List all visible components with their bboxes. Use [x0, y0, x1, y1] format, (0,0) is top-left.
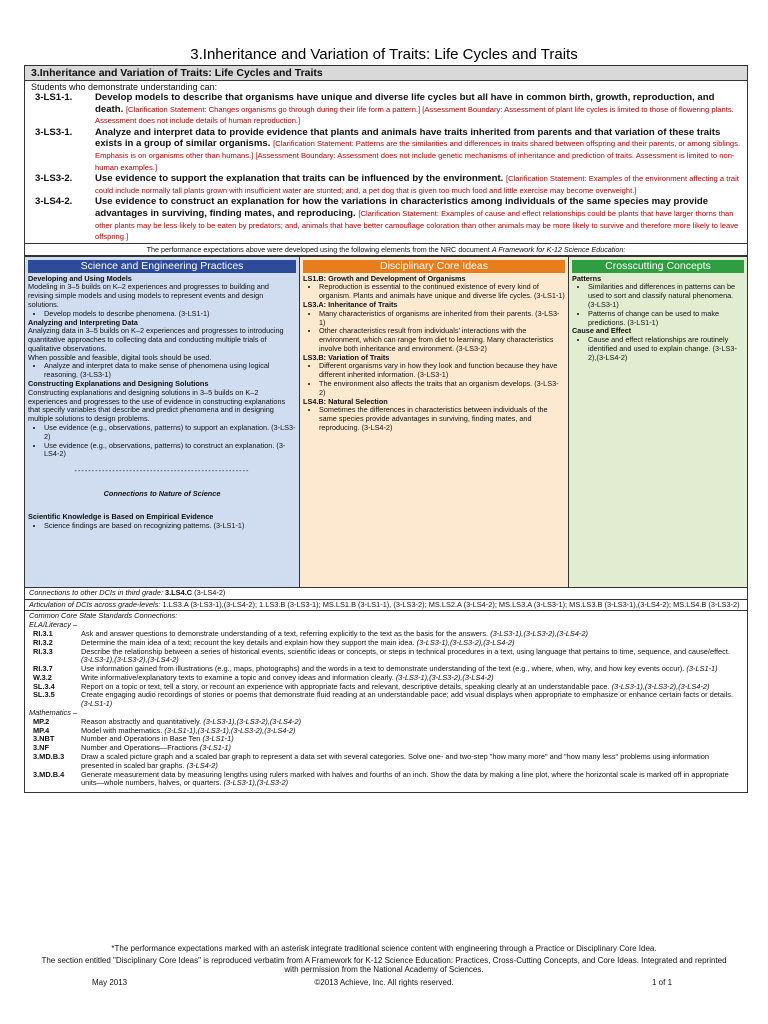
connections-other-dcis: [25, 587, 747, 599]
sep-data-text: Analyzing data in 3–5 builds on K–2 experiences and progresses to introducing quantitative approaches to collecting data and conducting multiple trials of qualitative observations.: [28, 326, 284, 353]
standard-code: 3.NBT: [33, 734, 55, 744]
sep-sk-bullet: • Science findings are based on recognizing patterns. (3-LS1-1): [44, 522, 296, 531]
cc-heading: Patterns: [572, 273, 602, 283]
standard-ref: (3-LS3-1),(3-LS3-2): [223, 778, 289, 788]
sep-expl-bullet: • Use evidence (e.g., observations, patterns) to support an explanation. (3-LS3-2): [44, 424, 296, 442]
standard-code: RI.3.2: [33, 637, 53, 647]
articulation-label: Articulation of DCIs across grade-levels:: [29, 599, 161, 609]
standard-ref: (3-LS1-1): [199, 743, 231, 753]
standard-code: SL.3.5: [33, 690, 55, 700]
standard-code: RI.3.1: [33, 628, 53, 638]
pe-row: [25, 127, 747, 173]
articulation-row: [25, 599, 747, 611]
sep-data-head: Analyzing and Interpreting Data: [28, 317, 138, 327]
sep-data-bullet: • Analyze and interpret data to make sense of phenomena using logical reasoning. (3-LS3-1): [44, 362, 296, 380]
standard-ref: (3-LS3-1),(3-LS3-2),(3-LS4-2): [395, 672, 494, 682]
dci-title: Disciplinary Core Ideas: [303, 260, 565, 273]
standard-code: 3.MD.B.4: [33, 769, 65, 779]
articulation-text: 1.LS3.A (3-LS3-1),(3-LS4-2); 1.LS3.B (3-LS3-1); MS.LS1.B (3-LS1-1), (3-LS3-2); MS.LS2.A (3-LS4-2); MS.LS3.A (3-LS3-1); MS.LS3.B (3-LS3-1),(3-LS4-2); MS.LS4.B (3-LS3-2): [162, 599, 740, 609]
dci-heading: LS4.B: Natural Selection: [303, 396, 388, 406]
ela-label: ELA/Literacy –: [29, 620, 78, 630]
standard-ref: (3-LS3-1),(3-LS3-2),(3-LS4-2): [490, 628, 588, 638]
standard-code: 3.NF: [33, 743, 50, 753]
ccss-row: [25, 610, 747, 792]
ela-standards: [29, 630, 743, 709]
standard-text: Report on a topic or text, tell a story, or recount an experience with appropriate facts and relevant, descriptive details, speaking clearly at an understandable pace.: [81, 681, 610, 691]
pe-row: [25, 173, 747, 196]
pe-row: [25, 196, 747, 242]
standard-code: MP.2: [33, 716, 50, 726]
dci-bullet: • Many characteristics of organisms are inherited from their parents. (3-LS3-1): [319, 310, 565, 328]
standard-code: 3.MD.B.3: [33, 752, 65, 762]
standard-text: Determine the main idea of a text; recount the key details and explain how they support the main idea.: [81, 637, 415, 647]
standard-text: Draw a scaled picture graph and a scaled bar graph to represent a data set with several categories. Solve one- and two-step "how many more" and "how many less" problems using information presented in scaled bar graphs.: [81, 752, 709, 770]
pe-code: 3-LS4-2.: [35, 196, 73, 208]
sep-sk-head: Scientific Knowledge is Based on Empirical Evidence: [28, 511, 214, 521]
pe-text: Use evidence to construct an explanation for how the variations in characteristics among individuals of the same species may provide advantages in surviving, finding mates, and reproducing.: [95, 196, 709, 219]
cc-heading: Cause and Effect: [572, 326, 632, 336]
sep-models-text: Modeling in 3–5 builds on K–2 experiences and progresses to building and revising simple models and using models to represent events and design solutions.: [28, 282, 269, 309]
dci-heading: LS3.B: Variation of Traits: [303, 352, 390, 362]
ela-standard-row: [29, 648, 743, 666]
cc-bullet: • Patterns of change can be used to make predictions. (3-LS1-1): [588, 310, 744, 328]
pe-clarification: [Clarification Statement: Patterns are the similarities and differences in traits shared between offspring and their parents, or among siblings. Emphasis is on organisms other than humans.] [Assessment Boundary: Assessment does not include genetic mechanisms of inheritance and prediction of traits. Assessment is limited to non-human examples.]: [95, 139, 741, 172]
dci-bullet: • Different organisms vary in how they look and function because they have different inherited information. (3-LS3-1): [319, 362, 565, 380]
standard-ref: (3-LS3-1),(3-LS3-2),(3-LS4-2): [81, 655, 179, 665]
footer-copyright: ©2013 Achieve, Inc. All rights reserved.: [314, 978, 454, 987]
standard-code: MP.4: [33, 725, 50, 735]
dev-note-source: A Framework for K-12 Science Education:: [491, 244, 626, 254]
standard-ref: (3-LS1-1): [81, 699, 113, 709]
sep-column: [25, 257, 300, 587]
standard-text: Reason abstractly and quantitatively.: [81, 716, 202, 726]
sep-expl-text: Constructing explanations and designing solutions in 3–5 builds on K–2 experiences and progresses to the use of evidence in constructing explanations that specify variables that describe and predict phenomena and in designing multiple solutions to design problems.: [28, 387, 286, 424]
sep-models-bullet: • Develop models to describe phenomena. (3-LS1-1): [44, 310, 296, 319]
math-standards: [29, 718, 743, 788]
standard-text: Write informative/explanatory texts to examine a topic and convey ideas and information clearly.: [81, 672, 394, 682]
pe-code: 3-LS3-2.: [35, 173, 73, 185]
connections-other-ref: (3-LS4-2): [194, 587, 226, 597]
standard-text: Create engaging audio recordings of stories or poems that demonstrate fluid reading at an understandable pace; add visual displays when appropriate to emphasize or enhance certain facts or details.: [81, 690, 734, 700]
dci-bullet: • Sometimes the differences in characteristics between individuals of the same species provide advantages in surviving, finding mates, and reproducing. (3-LS4-2): [319, 406, 565, 432]
footer-date: May 2013: [92, 978, 128, 987]
pe-text: Use evidence to support the explanation that traits can be influenced by the environment.: [95, 173, 504, 185]
standard-text: Ask and answer questions to demonstrate understanding of a text, referring explicitly to the text as the basis for the answers.: [81, 628, 489, 638]
standard-text: Model with mathematics.: [81, 725, 163, 735]
standard-text: Use information gained from illustrations (e.g., maps, photographs) and the words in a text to demonstrate understanding of the text (e.g., where, when, why, and how key events occur).: [81, 664, 685, 674]
math-label: Mathematics –: [29, 708, 78, 718]
footer-page-number: 1 of 1: [652, 978, 673, 987]
section-header: 3.Inheritance and Variation of Traits: Life Cycles and Traits: [25, 66, 747, 81]
standard-ref: (3-LS1-1): [686, 664, 718, 674]
cc-bullet: • Similarities and differences in patterns can be used to sort and classify natural phenomena. (3-LS3-1): [588, 283, 744, 309]
pe-clarification: [Clarification Statement: Examples of the environment affecting a trait could include normally tall plants grown with insufficient water are stunted; and, a pet dog that is given too much food and little exercise may become overweight.]: [95, 174, 739, 195]
standard-text: Describe the relationship between a series of historical events, scientific ideas or concepts, or steps in technical procedures in a text, using language that pertains to time, sequence, and cause/effect.: [81, 646, 730, 656]
document-title: 3.Inheritance and Variation of Traits: Life Cycles and Traits: [190, 46, 578, 63]
dci-column: [300, 257, 569, 587]
dev-note-text: The performance expectations above were developed using the following elements from the NRC document: [146, 244, 490, 254]
standard-ref: (3-LS4-2): [186, 760, 218, 770]
pe-clarification: [Clarification Statement: Examples of cause and effect relationships could be plants that have larger thorns than other plants may be less likely to be eaten by predators; and, animals that have better camouflage coloration than other animals may be more likely to survive and therefore more likely to leave offspring.]: [95, 208, 739, 242]
connections-other-label: Connections to other DCIs in third grade:: [29, 587, 163, 597]
pe-clarification: [Clarification Statement: Changes organisms go through during their life form a pattern.] [Assessment Boundary: Assessment of plant life cycles is limited to those of flowering plants. Assessment does not include details of human reproduction.]: [95, 104, 734, 126]
dci-heading: LS3.A: Inheritance of Traits: [303, 299, 398, 309]
standard-ref: (3-LS3-1),(3-LS3-2),(3-LS4-2): [203, 716, 302, 726]
sep-title: Science and Engineering Practices: [28, 260, 296, 273]
standard-ref: (3-LS3-1),(3-LS3-2),(3-LS4-2): [416, 637, 515, 647]
dci-bullet: • Other characteristics result from individuals’ interactions with the environment, which can range from diet to learning. Many characteristics involve both inheritance and environment. (3-LS3-2): [319, 327, 565, 353]
sep-expl-head: Constructing Explanations and Designing Solutions: [28, 379, 209, 389]
nature-of-science-heading: Connections to Nature of Science: [103, 489, 221, 499]
standards-table: [24, 65, 748, 793]
standard-ref: (3-LS3-1),(3-LS3-2),(3-LS4-2): [611, 681, 710, 691]
development-note: [25, 243, 747, 255]
pe-text: Develop models to describe that organisms have unique and diverse life cycles but all have in common birth, growth, reproduction, and death.: [95, 92, 715, 115]
ccss-label: Common Core State Standards Connections:: [29, 611, 178, 621]
pe-text: Analyze and interpret data to provide evidence that plants and animals have traits inherited from parents and that variation of these traits exists in a group of similar organisms.: [95, 126, 721, 150]
standard-code: RI.3.3: [33, 646, 53, 656]
intro-text: Students who demonstrate understanding can:: [31, 82, 218, 92]
sep-models-head: Developing and Using Models: [28, 273, 132, 283]
foundation-columns: [25, 255, 747, 587]
math-standard-row: [29, 753, 743, 771]
connections-other-value: 3.LS4.C: [165, 587, 193, 597]
pe-code: 3-LS3-1.: [35, 126, 73, 138]
pe-code: 3-LS1-1.: [35, 92, 73, 103]
sep-expl-bullet: • Use evidence (e.g., observations, patterns) to construct an explanation. (3-LS4-2): [44, 442, 296, 460]
standard-code: RI.3.7: [33, 664, 53, 674]
dci-heading: LS1.B: Growth and Development of Organisms: [303, 273, 466, 283]
cc-bullet: • Cause and effect relationships are routinely identified and used to explain change. (3-LS3-2),(3-LS4-2): [588, 336, 744, 362]
dci-bullet: • Reproduction is essential to the continued existence of every kind of organism. Plants and animals have unique and diverse life cycles. (3-LS1-1): [319, 283, 565, 301]
standard-text: Number and Operations—Fractions: [81, 743, 198, 753]
sep-data-text2: When possible and feasible, digital tools should be used.: [28, 352, 212, 362]
footnote-asterisk: *The performance expectations marked with an asterisk integrate traditional science content with engineering through a Practice or Disciplinary Core Idea.: [111, 944, 657, 953]
standard-code: SL.3.4: [33, 681, 55, 691]
standard-code: W.3.2: [33, 672, 52, 682]
performance-expectations: [25, 92, 747, 243]
cc-column: [569, 257, 747, 587]
standard-text: Generate measurement data by measuring lengths using rulers marked with halves and fourths of an inch. Show the data by making a line plot, where the horizontal scale is marked off in appropriate units—whole numbers, halves, or quarters.: [81, 769, 729, 788]
pe-row: [25, 92, 747, 127]
cc-title: Crosscutting Concepts: [572, 260, 744, 273]
standard-text: Number and Operations in Base Ten: [81, 734, 201, 744]
ela-standard-row: [29, 691, 743, 709]
standard-ref: (3-LS1-1),(3-LS3-1),(3-LS3-2),(3-LS4-2): [164, 725, 296, 735]
dci-bullet: • The environment also affects the traits that an organism develops. (3-LS3-2): [319, 380, 565, 398]
connections-section: [25, 587, 747, 793]
math-standard-row: [29, 771, 743, 789]
divider-dashes: ---------------------------------------------------: [74, 466, 250, 476]
standard-ref: (3-LS1-1): [202, 734, 234, 744]
footnote-framework: The section entitled "Disciplinary Core Ideas" is reproduced verbatim from A Framework for K-12 Science Education: Practices, Cross-Cutting Concepts, and Core Ideas. Integrated and reprinted with permission from the National Academy of Sciences.: [41, 956, 727, 974]
